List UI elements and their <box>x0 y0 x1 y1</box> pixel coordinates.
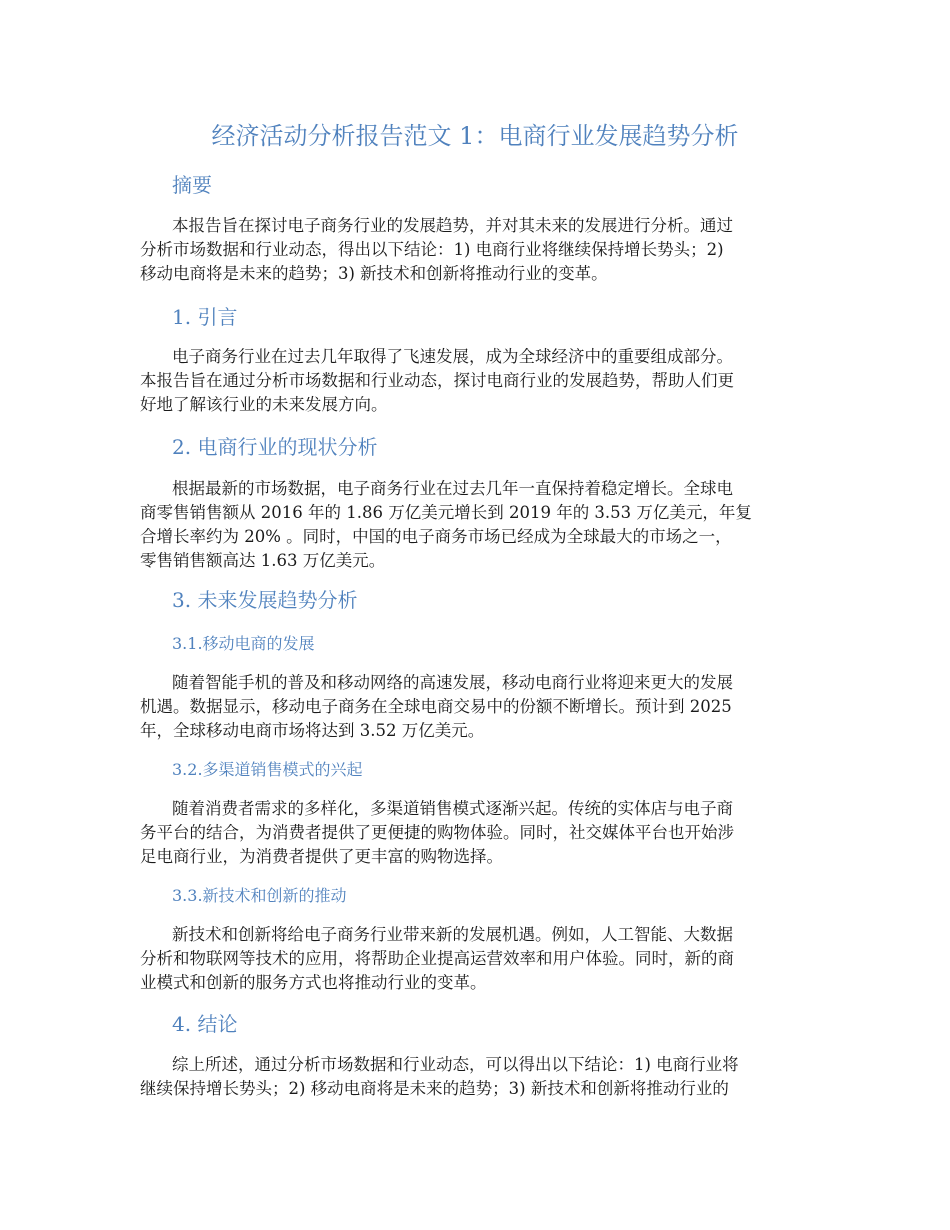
status-analysis-paragraph <box>140 477 820 573</box>
paragraph-line: 分析和物联网等技术的应用，将帮助企业提高运营效率和用户体验。同时，新的商 <box>140 949 734 968</box>
subsection-heading-mobile-ecommerce: 3.1.移动电商的发展 <box>172 634 315 653</box>
section-heading-future-trends: 3. 未来发展趋势分析 <box>172 588 358 612</box>
mobile-ecommerce-paragraph <box>140 671 820 743</box>
introduction-paragraph <box>140 345 820 417</box>
abstract-heading: 摘要 <box>172 173 212 197</box>
paragraph-line: 电子商务行业在过去几年取得了飞速发展，成为全球经济中的重要组成部分。 <box>172 347 733 366</box>
document-title: 经济活动分析报告范文 1：电商行业发展趋势分析 <box>211 122 739 150</box>
abstract-paragraph <box>140 214 820 286</box>
new-technology-paragraph <box>140 923 820 995</box>
conclusion-paragraph <box>140 1053 820 1101</box>
paragraph-line: 年，全球移动电商市场将达到 3.52 万亿美元。 <box>140 721 485 740</box>
paragraph-line: 根据最新的市场数据，电子商务行业在过去几年一直保持着稳定增长。全球电 <box>172 479 733 498</box>
paragraph-line: 合增长率约为 20% 。同时，中国的电子商务市场已经成为全球最大的市场之一， <box>140 527 732 546</box>
subsection-heading-multichannel: 3.2.多渠道销售模式的兴起 <box>172 760 363 779</box>
paragraph-line: 务平台的结合，为消费者提供了更便捷的购物体验。同时，社交媒体平台也开始涉 <box>140 823 734 842</box>
paragraph-line: 商零售销售额从 2016 年的 1.86 万亿美元增长到 2019 年的 3.53 万亿美元，年复 <box>140 503 752 522</box>
paragraph-line: 业模式和创新的服务方式也将推动行业的变革。 <box>140 973 487 992</box>
paragraph-line: 移动电商将是未来的趋势；3) 新技术和创新将推动行业的变革。 <box>140 264 608 283</box>
section-heading-conclusion: 4. 结论 <box>172 1012 238 1036</box>
paragraph-line: 机遇。数据显示，移动电子商务在全球电商交易中的份额不断增长。预计到 2025 <box>140 697 732 716</box>
paragraph-line: 分析市场数据和行业动态，得出以下结论：1) 电商行业将继续保持增长势头；2) <box>140 240 724 259</box>
paragraph-line: 好地了解该行业的未来发展方向。 <box>140 395 388 414</box>
section-heading-status-analysis: 2. 电商行业的现状分析 <box>172 435 378 459</box>
paragraph-line: 随着智能手机的普及和移动网络的高速发展，移动电商行业将迎来更大的发展 <box>172 673 733 692</box>
multichannel-paragraph <box>140 797 820 869</box>
section-heading-introduction: 1. 引言 <box>172 305 238 329</box>
paragraph-line: 零售销售额高达 1.63 万亿美元。 <box>140 551 386 570</box>
paragraph-line: 新技术和创新将给电子商务行业带来新的发展机遇。例如，人工智能、大数据 <box>172 925 733 944</box>
paragraph-line: 本报告旨在通过分析市场数据和行业动态，探讨电商行业的发展趋势，帮助人们更 <box>140 371 734 390</box>
paragraph-line: 继续保持增长势头；2) 移动电商将是未来的趋势；3) 新技术和创新将推动行业的 <box>140 1079 729 1098</box>
paragraph-line: 本报告旨在探讨电子商务行业的发展趋势，并对其未来的发展进行分析。通过 <box>172 216 733 235</box>
paragraph-line: 随着消费者需求的多样化，多渠道销售模式逐渐兴起。传统的实体店与电子商 <box>172 799 733 818</box>
paragraph-line: 足电商行业，为消费者提供了更丰富的购物选择。 <box>140 847 503 866</box>
paragraph-line: 综上所述，通过分析市场数据和行业动态，可以得出以下结论：1) 电商行业将 <box>172 1055 739 1074</box>
subsection-heading-new-technology: 3.3.新技术和创新的推动 <box>172 886 347 905</box>
